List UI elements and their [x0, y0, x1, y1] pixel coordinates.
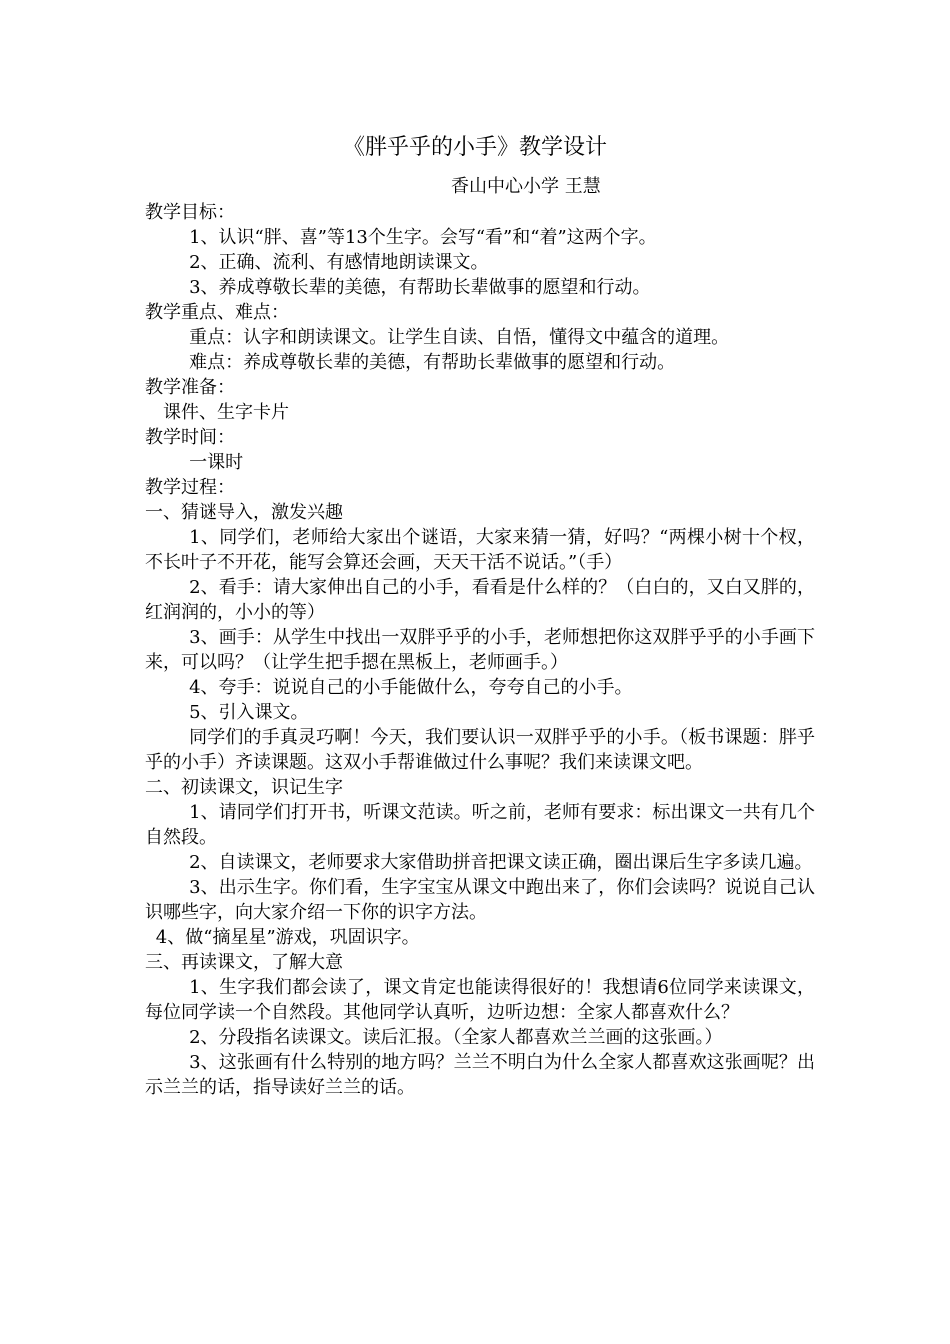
- paragraph: 课件、生字卡片: [163, 402, 289, 423]
- paragraph: 2、自读课文，老师要求大家借助拼音把课文读正确，圈出课后生字多读几遍。: [189, 852, 813, 873]
- paragraph: 3、这张画有什么特别的地方吗？兰兰不明白为什么全家人都喜欢这张画呢？出示兰兰的话，指导读好兰兰的话。: [145, 1052, 815, 1098]
- paragraph: 3、养成尊敬长辈的美德，有帮助长辈做事的愿望和行动。: [189, 277, 651, 298]
- paragraph: 5、引入课文。: [189, 702, 309, 723]
- paragraph: 2、正确、流利、有感情地朗读课文。: [189, 252, 489, 273]
- section-heading: 一、猜谜导入，激发兴趣: [145, 502, 343, 523]
- paragraph: 1、认识“胖、喜”等13个生字。会写“看”和“着”这两个字。: [189, 227, 657, 248]
- section-heading: 二、初读课文，识记生字: [145, 777, 343, 798]
- paragraph: 1、请同学们打开书，听课文范读。听之前，老师有要求：标出课文一共有几个自然段。: [145, 802, 815, 848]
- paragraph: 4、做“摘星星”游戏，巩固识字。: [155, 927, 420, 948]
- paragraph: 难点：养成尊敬长辈的美德，有帮助长辈做事的愿望和行动。: [189, 352, 676, 373]
- paragraph: 一课时: [189, 452, 244, 473]
- section-heading: 教学重点、难点：: [145, 302, 289, 323]
- paragraph: 3、画手：从学生中找出一双胖乎乎的小手，老师想把你这双胖乎乎的小手画下来，可以吗？（让学生把手摁在黑板上，老师画手。）: [145, 627, 815, 673]
- section-heading: 教学过程：: [145, 477, 235, 498]
- document-title: 《胖乎乎的小手》教学设计: [342, 135, 607, 160]
- section-heading: 教学时间：: [145, 427, 235, 448]
- section-heading: 教学目标：: [145, 202, 235, 223]
- document-author: 香山中心小学 王慧: [451, 176, 601, 197]
- paragraph: 1、同学们，老师给大家出个谜语，大家来猜一猜，好吗？“两棵小树十个杈，不长叶子不开花，能写会算还会画，天天干活不说话。”（手）: [145, 527, 815, 573]
- paragraph: 1、生字我们都会读了，课文肯定也能读得很好的！我想请6位同学来读课文，每位同学读一个自然段。其他同学认真听，边听边想：全家人都喜欢什么？: [145, 977, 815, 1023]
- section-heading: 教学准备：: [145, 377, 235, 398]
- paragraph: 同学们的手真灵巧啊！今天，我们要认识一双胖乎乎的小手。（板书课题：胖乎乎的小手）齐读课题。这双小手帮谁做过什么事呢？我们来读课文吧。: [145, 727, 815, 773]
- paragraph: 3、出示生字。你们看，生字宝宝从课文中跑出来了，你们会读吗？说说自己认识哪些字，向大家介绍一下你的识字方法。: [145, 877, 815, 923]
- document-body: [145, 200, 815, 1100]
- paragraph: 4、夸手：说说自己的小手能做什么，夸夸自己的小手。: [189, 677, 633, 698]
- paragraph: 2、看手：请大家伸出自己的小手，看看是什么样的？（白白的，又白又胖的，红润润的，小小的等）: [145, 577, 815, 623]
- paragraph: 重点：认字和朗读课文。让学生自读、自悟，懂得文中蕴含的道理。: [189, 327, 730, 348]
- paragraph: 2、分段指名读课文。读后汇报。（全家人都喜欢兰兰画的这张画。）: [189, 1027, 723, 1048]
- section-heading: 三、再读课文，了解大意: [145, 952, 343, 973]
